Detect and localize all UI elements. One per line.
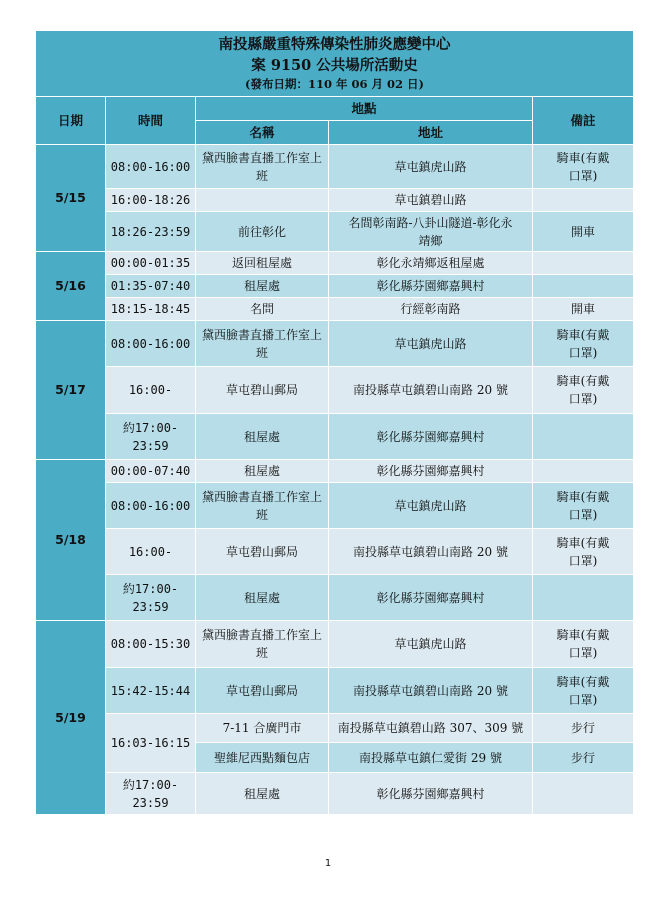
note-cell bbox=[533, 621, 634, 668]
name-cell bbox=[196, 189, 329, 212]
table-row bbox=[36, 252, 634, 275]
col-name: 名稱 bbox=[196, 121, 329, 145]
note-cell: 步行 bbox=[533, 714, 634, 743]
table-row bbox=[36, 212, 634, 252]
time-cell: 08:00-16:00 bbox=[106, 321, 196, 367]
name-text: 黛西臉書直播工作室上班 bbox=[202, 150, 323, 183]
time-cell bbox=[106, 414, 196, 460]
address-cell: 南投縣草屯鎮碧山路 307、309 號 bbox=[329, 714, 533, 743]
title-line-1: 南投縣嚴重特殊傳染性肺炎應變中心 bbox=[218, 36, 451, 53]
date-cell: 5/15 bbox=[36, 145, 106, 252]
col-date: 日期 bbox=[36, 97, 106, 145]
time-cell: 16:00-18:26 bbox=[106, 189, 196, 212]
name-text: 黛西臉書直播工作室上班 bbox=[202, 489, 323, 522]
time-cell bbox=[106, 773, 196, 815]
time-cell: 16:03-16:15 bbox=[106, 714, 196, 773]
table-row bbox=[36, 460, 634, 483]
note-cell bbox=[533, 460, 634, 483]
note-cell bbox=[533, 529, 634, 575]
note-text: 騎車(有戴口罩) bbox=[556, 327, 610, 360]
name-cell: 7-11 合廣門市 bbox=[196, 714, 329, 743]
address-cell: 彰化縣芬園鄉嘉興村 bbox=[329, 773, 533, 815]
address-cell: 南投縣草屯鎮碧山南路 20 號 bbox=[329, 367, 533, 414]
time-cell: 18:15-18:45 bbox=[106, 298, 196, 321]
header-row-1 bbox=[36, 97, 634, 121]
name-cell: 草屯碧山郵局 bbox=[196, 529, 329, 575]
note-cell bbox=[533, 773, 634, 815]
date-cell: 5/17 bbox=[36, 321, 106, 460]
address-cell: 南投縣草屯鎮碧山南路 20 號 bbox=[329, 529, 533, 575]
time-cell: 08:00-16:00 bbox=[106, 145, 196, 189]
address-cell: 彰化縣芬園鄉嘉興村 bbox=[329, 275, 533, 298]
note-cell bbox=[533, 575, 634, 621]
name-cell bbox=[196, 145, 329, 189]
note-cell bbox=[533, 414, 634, 460]
note-cell bbox=[533, 252, 634, 275]
table-row bbox=[36, 773, 634, 815]
time-cell: 01:35-07:40 bbox=[106, 275, 196, 298]
table-row bbox=[36, 189, 634, 212]
table-row bbox=[36, 145, 634, 189]
address-cell: 草屯鎮碧山路 bbox=[329, 189, 533, 212]
note-text: 騎車(有戴口罩) bbox=[556, 628, 610, 660]
address-cell: 南投縣草屯鎮仁愛街 29 號 bbox=[329, 743, 533, 773]
table-row bbox=[36, 668, 634, 714]
note-cell bbox=[533, 321, 634, 367]
name-cell: 草屯碧山郵局 bbox=[196, 668, 329, 714]
page-number: 1 bbox=[324, 858, 332, 869]
time-cell: 08:00-15:30 bbox=[106, 621, 196, 668]
name-cell: 草屯碧山郵局 bbox=[196, 367, 329, 414]
table-row bbox=[36, 298, 634, 321]
note-text: 騎車(有戴口罩) bbox=[556, 489, 610, 522]
date-cell: 5/19 bbox=[36, 621, 106, 815]
time-cell bbox=[106, 575, 196, 621]
time-text: 約17:00-23:59 bbox=[122, 420, 179, 453]
publish-date: (發布日期：110 年 06 月 02 日) bbox=[245, 77, 424, 91]
name-cell: 聖維尼西點麵包店 bbox=[196, 743, 329, 773]
date-cell: 5/18 bbox=[36, 460, 106, 621]
name-cell: 租屋處 bbox=[196, 414, 329, 460]
title-row bbox=[36, 31, 634, 97]
table-row bbox=[36, 529, 634, 575]
name-text: 黛西臉書直播工作室上班 bbox=[202, 628, 323, 660]
time-text: 約17:00-23:59 bbox=[122, 581, 179, 614]
address-cell: 草屯鎮虎山路 bbox=[329, 621, 533, 668]
name-cell: 前往彰化 bbox=[196, 212, 329, 252]
address-cell: 彰化永靖鄉返租屋處 bbox=[329, 252, 533, 275]
note-cell bbox=[533, 189, 634, 212]
name-text: 黛西臉書直播工作室上班 bbox=[202, 327, 323, 360]
address-cell: 行經彰南路 bbox=[329, 298, 533, 321]
note-cell bbox=[533, 668, 634, 714]
document-title bbox=[36, 31, 634, 97]
activity-table bbox=[35, 30, 634, 815]
time-text: 約17:00-23:59 bbox=[122, 777, 179, 810]
table-row bbox=[36, 414, 634, 460]
col-time: 時間 bbox=[106, 97, 196, 145]
name-cell: 租屋處 bbox=[196, 275, 329, 298]
address-cell: 彰化縣芬園鄉嘉興村 bbox=[329, 575, 533, 621]
time-cell: 00:00-07:40 bbox=[106, 460, 196, 483]
note-cell: 開車 bbox=[533, 298, 634, 321]
table-row bbox=[36, 321, 634, 367]
name-cell bbox=[196, 621, 329, 668]
address-cell bbox=[329, 212, 533, 252]
table-row bbox=[36, 367, 634, 414]
table-row bbox=[36, 621, 634, 668]
note-cell bbox=[533, 483, 634, 529]
time-cell: 08:00-16:00 bbox=[106, 483, 196, 529]
name-cell: 返回租屋處 bbox=[196, 252, 329, 275]
address-cell: 彰化縣芬園鄉嘉興村 bbox=[329, 414, 533, 460]
date-cell: 5/16 bbox=[36, 252, 106, 321]
col-location: 地點 bbox=[196, 97, 533, 121]
name-cell bbox=[196, 483, 329, 529]
note-text: 騎車(有戴口罩) bbox=[556, 674, 610, 707]
name-cell: 租屋處 bbox=[196, 575, 329, 621]
note-text: 騎車(有戴口罩) bbox=[556, 535, 610, 568]
name-cell: 名問 bbox=[196, 298, 329, 321]
name-cell: 租屋處 bbox=[196, 773, 329, 815]
time-cell: 15:42-15:44 bbox=[106, 668, 196, 714]
address-cell: 草屯鎮虎山路 bbox=[329, 483, 533, 529]
table-row bbox=[36, 483, 634, 529]
name-cell bbox=[196, 321, 329, 367]
note-cell: 開車 bbox=[533, 212, 634, 252]
title-line-2: 案 9150 公共場所活動史 bbox=[251, 57, 418, 74]
note-cell bbox=[533, 145, 634, 189]
time-cell: 00:00-01:35 bbox=[106, 252, 196, 275]
address-cell: 草屯鎮虎山路 bbox=[329, 321, 533, 367]
note-cell: 步行 bbox=[533, 743, 634, 773]
note-cell bbox=[533, 275, 634, 298]
table-row bbox=[36, 275, 634, 298]
address-cell: 草屯鎮虎山路 bbox=[329, 145, 533, 189]
table-row bbox=[36, 575, 634, 621]
note-cell bbox=[533, 367, 634, 414]
time-cell: 16:00- bbox=[106, 367, 196, 414]
col-note: 備註 bbox=[533, 97, 634, 145]
col-address: 地址 bbox=[329, 121, 533, 145]
address-cell: 南投縣草屯鎮碧山南路 20 號 bbox=[329, 668, 533, 714]
address-text: 名間彰南路-八卦山隧道-彰化永靖鄉 bbox=[348, 215, 513, 248]
time-cell: 18:26-23:59 bbox=[106, 212, 196, 252]
table-row bbox=[36, 714, 634, 743]
note-text: 騎車(有戴口罩) bbox=[556, 374, 610, 406]
note-text: 騎車(有戴口罩) bbox=[556, 150, 610, 183]
address-cell: 彰化縣芬園鄉嘉興村 bbox=[329, 460, 533, 483]
name-cell: 租屋處 bbox=[196, 460, 329, 483]
time-cell: 16:00- bbox=[106, 529, 196, 575]
